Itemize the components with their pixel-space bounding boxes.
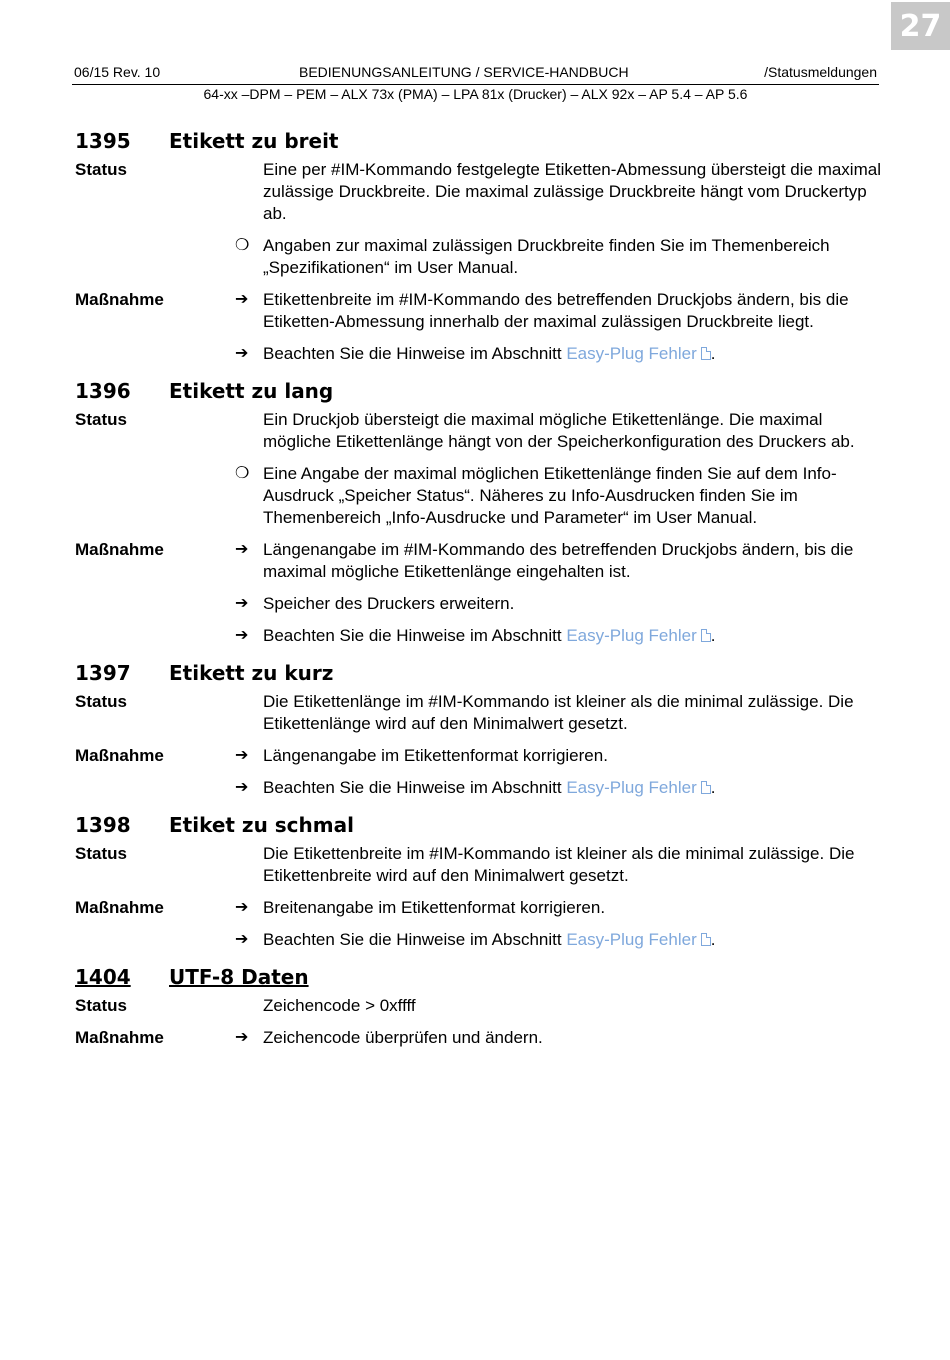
massnahme-label: Maßnahme bbox=[75, 1028, 164, 1047]
section-heading bbox=[75, 961, 885, 993]
arrow-icon: ➔ bbox=[235, 747, 249, 764]
action-text: Längenangabe im #IM-Kommando des betreffenden Druckjobs ändern, bis die maximal mögliche Etikettenlänge eingehalten ist. bbox=[263, 540, 854, 581]
arrow-icon: ➔ bbox=[235, 1029, 249, 1046]
arrow-icon: ➔ bbox=[235, 627, 249, 644]
arrow-icon: ➔ bbox=[235, 931, 249, 948]
action-text: Breitenangabe im Etikettenformat korrigieren. bbox=[263, 898, 606, 917]
section-title: Etikett zu kurz bbox=[169, 661, 334, 685]
easy-plug-link[interactable]: Easy-Plug Fehler bbox=[566, 930, 710, 949]
status-label: Status bbox=[75, 692, 127, 711]
massnahme-label: Maßnahme bbox=[75, 290, 164, 309]
arrow-icon: ➔ bbox=[235, 779, 249, 796]
page-number: 27 bbox=[891, 2, 950, 50]
arrow-icon: ➔ bbox=[235, 595, 249, 612]
beachten-text: Beachten Sie die Hinweise im Abschnitt bbox=[263, 778, 562, 797]
action-text: Speicher des Druckers erweitern. bbox=[263, 594, 515, 613]
status-text: Ein Druckjob übersteigt die maximal mögliche Etikettenlänge. Die maximal mögliche Etikettenlänge hängt von der Speicherkonfiguration des Druckers ab. bbox=[263, 410, 855, 451]
beachten-text: Beachten Sie die Hinweise im Abschnitt bbox=[263, 930, 562, 949]
beachten-text: Beachten Sie die Hinweise im Abschnitt bbox=[263, 344, 562, 363]
arrow-icon: ➔ bbox=[235, 345, 249, 362]
section-number: 1396 bbox=[75, 379, 131, 403]
status-text: Die Etikettenbreite im #IM-Kommando ist kleiner als die minimal zulässige. Die Etikettenbreite wird auf den Minimalwert gesetzt. bbox=[263, 844, 855, 885]
section-title: Etiket zu schmal bbox=[169, 813, 354, 837]
note-text: Eine Angabe der maximal möglichen Etikettenlänge finden Sie auf dem Info-Ausdruck „Speicher Status“. Näheres zu Info-Ausdrucken finden Sie im Themenbereich „Info-Ausdrucke und Parameter“ im User Manual. bbox=[263, 464, 837, 527]
beachten-text: Beachten Sie die Hinweise im Abschnitt bbox=[263, 626, 562, 645]
section-1396: 1396 Etikett zu lang Status Ein Druckjob übersteigt die maximal mögliche Etikettenlänge. Die maximal mögliche Etikettenlänge hängt von der Speicherkonfiguration des Druckers ab. ❍ Eine Angabe der maximal möglichen Etikettenlänge finden Sie auf dem Info-Ausdruck „Speicher Status“. Näheres zu Info-Ausdrucken finden Sie im Themenbereich „Info-Ausdrucke und Parameter“ im User Manual. Maßnahme ➔ Längenangabe im #IM-Kommando des betreffenden Druckjobs ändern, bis die maximal mögliche Etikettenlänge eingehalten ist. ➔ Speicher des Druckers erweitern. ➔ Beachten Sie die Hinweise im Abschnitt Easy-Plug Fehler . bbox=[75, 375, 885, 647]
document-icon bbox=[701, 933, 711, 946]
section-1395: 1395 Etikett zu breit Status Eine per #IM-Kommando festgelegte Etiketten-Abmessung übersteigt die maximal zulässige Druckbreite. Die maximal zulässige Druckbreite hängt vom Druckertyp ab. ❍ Angaben zur maximal zulässigen Druckbreite finden Sie im Themenbereich „Spezifikationen“ im User Manual. Maßnahme ➔ Etikettenbreite im #IM-Kommando des betreffenden Druckjobs ändern, bis die Etiketten-Abmessung innerhalb der maximal zulässigen Druckbreite liegt. ➔ Beachten Sie die Hinweise im Abschnitt Easy-Plug Fehler . bbox=[75, 125, 885, 365]
header-title: BEDIENUNGSANLEITUNG / SERVICE-HANDBUCH bbox=[299, 64, 629, 80]
section-heading bbox=[75, 375, 885, 407]
action-text: Zeichencode überprüfen und ändern. bbox=[263, 1028, 543, 1047]
massnahme-label: Maßnahme bbox=[75, 540, 164, 559]
easy-plug-link[interactable]: Easy-Plug Fehler bbox=[566, 626, 710, 645]
document-icon bbox=[701, 781, 711, 794]
section-1398: 1398 Etiket zu schmal Status Die Etikettenbreite im #IM-Kommando ist kleiner als die minimal zulässige. Die Etikettenbreite wird auf den Minimalwert gesetzt. Maßnahme ➔ Breitenangabe im Etikettenformat korrigieren. ➔ Beachten Sie die Hinweise im Abschnitt Easy-Plug Fehler . bbox=[75, 809, 885, 951]
circle-icon: ❍ bbox=[235, 465, 250, 482]
status-label: Status bbox=[75, 160, 127, 179]
action-text: Etikettenbreite im #IM-Kommando des betreffenden Druckjobs ändern, bis die Etiketten-Abmessung innerhalb der maximal zulässigen Druckbreite liegt. bbox=[263, 290, 849, 331]
section-1404 bbox=[75, 961, 885, 1049]
massnahme-label: Maßnahme bbox=[75, 746, 164, 765]
section-title: UTF-8 Daten bbox=[169, 965, 309, 989]
arrow-icon: ➔ bbox=[235, 899, 249, 916]
status-text: Die Etikettenlänge im #IM-Kommando ist kleiner als die minimal zulässige. Die Etikettenlänge wird auf den Minimalwert gesetzt. bbox=[263, 692, 854, 733]
circle-icon: ❍ bbox=[235, 237, 250, 254]
note-text: Angaben zur maximal zulässigen Druckbreite finden Sie im Themenbereich „Spezifikationen“ im User Manual. bbox=[263, 236, 830, 277]
section-title: Etikett zu lang bbox=[169, 379, 334, 403]
section-heading bbox=[75, 809, 885, 841]
section-heading bbox=[75, 125, 885, 157]
document-icon bbox=[701, 629, 711, 642]
header-revision: 06/15 Rev. 10 bbox=[74, 64, 161, 80]
status-label: Status bbox=[75, 844, 127, 863]
section-title: Etikett zu breit bbox=[169, 129, 339, 153]
header-chapter: /Statusmeldungen bbox=[764, 64, 877, 80]
content bbox=[75, 125, 885, 1059]
document-icon bbox=[701, 347, 711, 360]
action-text: Längenangabe im Etikettenformat korrigieren. bbox=[263, 746, 608, 765]
header-subtitle: 64-xx –DPM – PEM – ALX 73x (PMA) – LPA 81x (Drucker) – ALX 92x – AP 5.4 – AP 5.6 bbox=[203, 86, 748, 102]
page-header bbox=[72, 64, 879, 102]
easy-plug-link[interactable]: Easy-Plug Fehler bbox=[566, 778, 710, 797]
status-text: Eine per #IM-Kommando festgelegte Etiketten-Abmessung übersteigt die maximal zulässige Druckbreite. Die maximal zulässige Druckbreite hängt vom Druckertyp ab. bbox=[263, 160, 881, 223]
massnahme-label: Maßnahme bbox=[75, 898, 164, 917]
status-text: Zeichencode > 0xffff bbox=[263, 996, 416, 1015]
section-1397: 1397 Etikett zu kurz Status Die Etikettenlänge im #IM-Kommando ist kleiner als die minimal zulässige. Die Etikettenlänge wird auf den Minimalwert gesetzt. Maßnahme ➔ Längenangabe im Etikettenformat korrigieren. ➔ Beachten Sie die Hinweise im Abschnitt Easy-Plug Fehler . bbox=[75, 657, 885, 799]
arrow-icon: ➔ bbox=[235, 291, 249, 308]
arrow-icon: ➔ bbox=[235, 541, 249, 558]
status-label: Status bbox=[75, 996, 127, 1015]
section-heading bbox=[75, 657, 885, 689]
section-number: 1397 bbox=[75, 661, 131, 685]
section-number: 1398 bbox=[75, 813, 131, 837]
section-number: 1404 bbox=[75, 965, 131, 989]
easy-plug-link[interactable]: Easy-Plug Fehler bbox=[566, 344, 710, 363]
section-number: 1395 bbox=[75, 129, 131, 153]
status-label: Status bbox=[75, 410, 127, 429]
